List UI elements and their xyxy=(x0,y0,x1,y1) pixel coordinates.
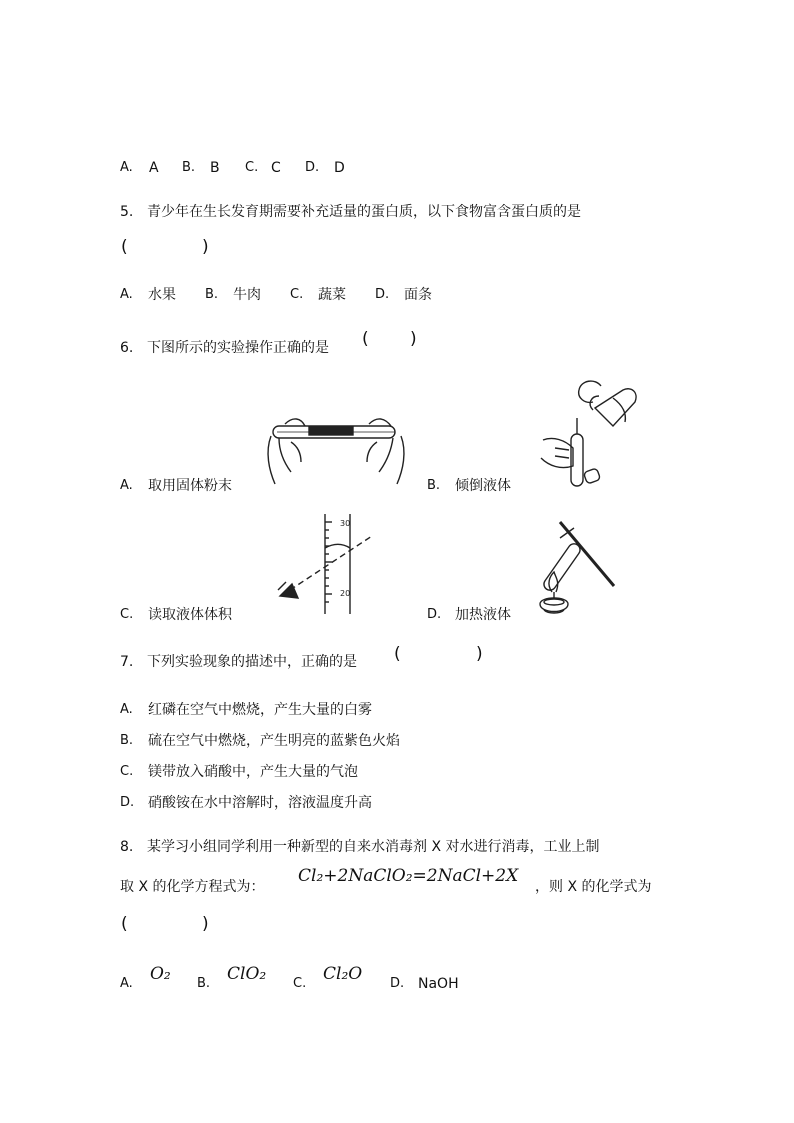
q6-cylinder-tick-20: 20 xyxy=(340,589,351,598)
q5-option-a-label: A. xyxy=(120,287,133,302)
q5-option-c-label: C. xyxy=(290,287,304,302)
q7-number: 7. xyxy=(120,654,134,670)
q8-number: 8. xyxy=(120,839,134,855)
q8-option-b-label: B. xyxy=(197,976,211,991)
q8-option-c-label: C. xyxy=(293,976,307,991)
q6-option-b-text: 倾倒液体 xyxy=(455,478,511,494)
q6-figure-d-heating-liquid xyxy=(530,518,620,620)
q7-option-b-text: 硫在空气中燃烧，产生明亮的蓝紫色火焰 xyxy=(148,733,400,749)
q4-option-c-text: C xyxy=(271,160,281,176)
q8-option-a-formula: O₂ xyxy=(150,964,171,984)
q8-option-a-label: A. xyxy=(120,976,133,991)
q7-option-a-text: 红磷在空气中燃烧，产生大量的白雾 xyxy=(148,702,372,718)
q8-option-c-formula: Cl₂O xyxy=(323,964,363,984)
q4-option-b-text: B xyxy=(210,160,220,176)
q6-figure-a-tube-held-by-hands xyxy=(265,412,410,492)
q7-option-d-text: 硝酸铵在水中溶解时，溶液温度升高 xyxy=(148,795,372,811)
q6-figure-c-cylinder-reading xyxy=(268,512,378,620)
q7-option-d-label: D. xyxy=(120,795,135,810)
q7-option-c-text: 镁带放入硝酸中，产生大量的气泡 xyxy=(148,764,358,780)
q4-option-d-text: D xyxy=(334,160,345,176)
q5-option-d-text: 面条 xyxy=(404,287,432,303)
q6-option-a-text: 取用固体粉末 xyxy=(148,478,232,494)
q8-stem-line2-pre: 取 X 的化学方程式为： xyxy=(120,879,265,895)
q5-answer-paren-open: ( xyxy=(121,237,128,257)
q4-option-a-text: A xyxy=(149,160,159,176)
q7-answer-paren-open: ( xyxy=(394,644,401,664)
q6-option-d-text: 加热液体 xyxy=(455,607,511,623)
q5-answer-paren-close: ) xyxy=(202,237,209,257)
q6-number: 6. xyxy=(120,340,134,356)
q7-stem: 下列实验现象的描述中，正确的是 xyxy=(147,654,357,670)
q6-option-d-label: D. xyxy=(427,607,442,622)
q5-stem: 青少年在生长发育期需要补充适量的蛋白质，以下食物富含蛋白质的是 xyxy=(147,204,581,220)
q8-equation: Cl₂+2NaClO₂=2NaCl+2X xyxy=(298,866,519,886)
q8-option-d-text: NaOH xyxy=(418,976,459,992)
q8-answer-paren-close: ) xyxy=(202,914,209,934)
q4-option-d-label: D. xyxy=(305,160,320,175)
q7-option-a-label: A. xyxy=(120,702,133,717)
q6-option-b-label: B. xyxy=(427,478,441,493)
q8-stem-line2-post: ，则 X 的化学式为 xyxy=(535,879,652,895)
q7-option-c-label: C. xyxy=(120,764,134,779)
q4-option-a-label: A. xyxy=(120,160,133,175)
q8-option-d-label: D. xyxy=(390,976,405,991)
q5-option-b-text: 牛肉 xyxy=(233,287,261,303)
q5-option-c-text: 蔬菜 xyxy=(318,287,346,303)
q5-option-a-text: 水果 xyxy=(148,287,176,303)
q6-answer-paren-open: ( xyxy=(362,329,369,349)
q5-option-b-label: B. xyxy=(205,287,219,302)
q6-stem: 下图所示的实验操作正确的是 xyxy=(147,340,329,356)
q5-number: 5. xyxy=(120,204,134,220)
q6-answer-paren-close: ) xyxy=(410,329,417,349)
q6-figure-b-pouring-liquid xyxy=(535,378,645,493)
q6-option-c-text: 读取液体体积 xyxy=(148,607,232,623)
q8-answer-paren-open: ( xyxy=(121,914,128,934)
q4-option-b-label: B. xyxy=(182,160,196,175)
q4-option-c-label: C. xyxy=(245,160,259,175)
q7-answer-paren-close: ) xyxy=(476,644,483,664)
q7-option-b-label: B. xyxy=(120,733,134,748)
q6-option-a-label: A. xyxy=(120,478,133,493)
q6-option-c-label: C. xyxy=(120,607,134,622)
q8-stem-line1: 某学习小组同学利用一种新型的自来水消毒剂 X 对水进行消毒，工业上制 xyxy=(147,839,600,855)
q5-option-d-label: D. xyxy=(375,287,390,302)
q8-option-b-formula: ClO₂ xyxy=(227,964,267,984)
q6-cylinder-tick-30: 30 xyxy=(340,519,351,528)
